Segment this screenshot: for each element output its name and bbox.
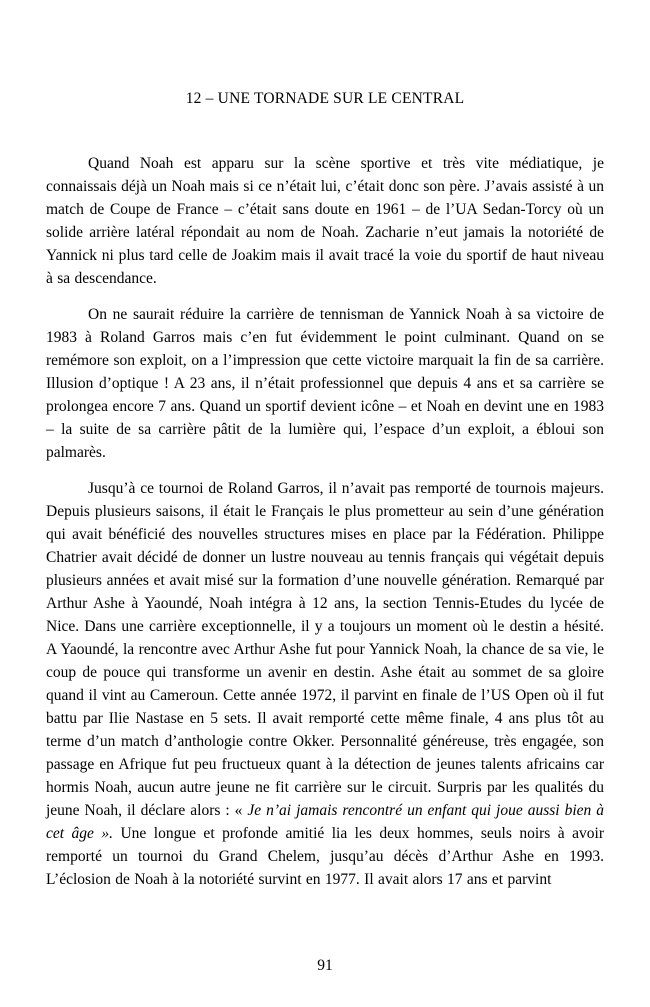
- paragraph-3-text: Jusqu’à ce tournoi de Roland Garros, il n’avait pas remporté de tournois majeurs. Depuis plusieurs saisons, il était le Français le plus prometteur au sein d’une génération qui avait bénéficié des nouvelles structures mises en place par la Fédération. Philippe Chatrier avait décidé de donner un lustre nouveau au tennis français qui végétait depuis plusieurs années et avait misé sur la formation d’une nouvelle génération. Remarqué par Arthur Ashe à Yaoundé, Noah intégra à 12 ans, la section Tennis-Etudes du lycée de Nice. Dans une carrière exceptionnelle, il y a toujours un moment où le destin a hésité. A Yaoundé, la rencontre avec Arthur Ashe fut pour Yannick Noah, la chance de sa vie, le coup de pouce qui transforme un avenir en destin. Ashe était au sommet de sa gloire quand il vint au Cameroun. Cette année 1972, il parvint en finale de l’US Open où il fut battu par Ilie Nastase en 5 sets. Il avait remporté cette même finale, 4 ans plus tôt au terme d’un match d’anthologie contre Okker. Personnalité généreuse, très engagée, son passage en Afrique fut peu fructueux quant à la détection de jeunes talents africains car hormis Noah, aucun autre jeune ne fit carrière sur le circuit. Surpris par les qualités du jeune Noah, il déclare alors : «: [46, 480, 604, 819]
- paragraph-3-continuation: Une longue et profonde amitié lia les deux hommes, seuls noirs à avoir remporté un tournoi du Grand Chelem, jusqu’au décès d’Arthur Ashe en 1993. L’éclosion de Noah à la notoriété survint en 1977. Il avait alors 17 ans et parvint: [46, 825, 604, 888]
- page-number: 91: [317, 957, 333, 974]
- paragraph-3-quote: Je n’ai jamais rencontré un enfant qui joue aussi bien à cet âge ».: [46, 802, 604, 842]
- paragraph-3: [46, 477, 604, 891]
- chapter-title: 12 – UNE TORNADE SUR LE CENTRAL: [185, 90, 465, 107]
- paragraph-2: On ne saurait réduire la carrière de tennisman de Yannick Noah à sa victoire de 1983 à Roland Garros mais c’en fut évidemment le point culminant. Quand on se remémore son exploit, on a l’impression que cette victoire marquait la fin de sa carrière. Illusion d’optique ! A 23 ans, il n’était professionnel que depuis 4 ans et sa carrière se prolongea encore 7 ans. Quand un sportif devient icône – et Noah en devint une en 1983 – la suite de sa carrière pâtit de la lumière qui, l’espace d’un exploit, a ébloui son palmarès.: [46, 306, 604, 461]
- paragraph-1: Quand Noah est apparu sur la scène sportive et très vite médiatique, je connaissais déjà un Noah mais si ce n’était lui, c’était donc son père. J’avais assisté à un match de Coupe de France – c’était sans doute en 1961 – de l’UA Sedan-Torcy où un solide arrière latéral répondait au nom de Noah. Zacharie n’eut jamais la notoriété de Yannick ni plus tard celle de Joakim mais il avait tracé la voie du sportif de haut niveau à sa descendance.: [46, 155, 604, 287]
